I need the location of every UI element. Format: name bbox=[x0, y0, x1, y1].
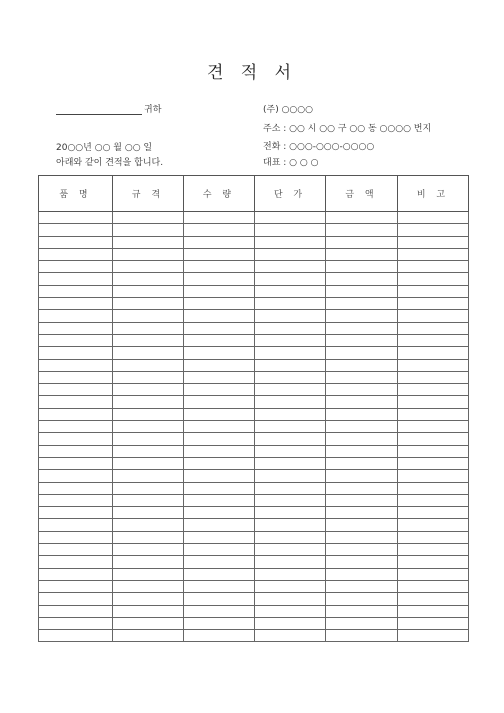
table-cell[interactable] bbox=[326, 605, 398, 617]
table-cell[interactable] bbox=[398, 285, 469, 297]
table-cell[interactable] bbox=[326, 347, 398, 359]
table-cell[interactable] bbox=[326, 457, 398, 469]
table-row bbox=[39, 334, 469, 346]
table-cell[interactable] bbox=[184, 212, 255, 224]
table-cell[interactable] bbox=[255, 371, 326, 383]
table-cell[interactable] bbox=[255, 494, 326, 506]
table-cell[interactable] bbox=[184, 384, 255, 396]
header-amount: 금 액 bbox=[326, 176, 398, 212]
table-row bbox=[39, 580, 469, 592]
table-cell[interactable] bbox=[39, 224, 113, 236]
table-row bbox=[39, 519, 469, 531]
table-cell[interactable] bbox=[398, 507, 469, 519]
table-cell[interactable] bbox=[255, 433, 326, 445]
table-cell[interactable] bbox=[184, 421, 255, 433]
table-cell[interactable] bbox=[113, 396, 184, 408]
table-cell[interactable] bbox=[255, 605, 326, 617]
table-cell[interactable] bbox=[184, 273, 255, 285]
table-cell[interactable] bbox=[113, 310, 184, 322]
table-cell[interactable] bbox=[184, 445, 255, 457]
table-cell[interactable] bbox=[184, 334, 255, 346]
table-header-row bbox=[39, 176, 469, 212]
table-cell[interactable] bbox=[326, 421, 398, 433]
table-cell[interactable] bbox=[113, 531, 184, 543]
table-row bbox=[39, 224, 469, 236]
table-cell[interactable] bbox=[113, 519, 184, 531]
table-cell[interactable] bbox=[113, 371, 184, 383]
table-row bbox=[39, 285, 469, 297]
table-cell[interactable] bbox=[184, 580, 255, 592]
table-row bbox=[39, 359, 469, 371]
table-cell[interactable] bbox=[326, 531, 398, 543]
table-cell[interactable] bbox=[326, 445, 398, 457]
table-cell[interactable] bbox=[326, 236, 398, 248]
table-cell[interactable] bbox=[184, 544, 255, 556]
table-cell[interactable] bbox=[326, 212, 398, 224]
table-cell[interactable] bbox=[398, 359, 469, 371]
table-cell[interactable] bbox=[184, 433, 255, 445]
table-row bbox=[39, 310, 469, 322]
table-cell[interactable] bbox=[113, 322, 184, 334]
table-cell[interactable] bbox=[255, 457, 326, 469]
table-cell[interactable] bbox=[398, 298, 469, 310]
table-cell[interactable] bbox=[255, 507, 326, 519]
table-cell[interactable] bbox=[398, 519, 469, 531]
table-cell[interactable] bbox=[113, 421, 184, 433]
company-name: (주) ○○○○ bbox=[263, 105, 313, 115]
table-cell[interactable] bbox=[39, 445, 113, 457]
table-cell[interactable] bbox=[255, 334, 326, 346]
table-cell[interactable] bbox=[184, 457, 255, 469]
table-cell[interactable] bbox=[113, 470, 184, 482]
table-cell[interactable] bbox=[255, 593, 326, 605]
table-cell[interactable] bbox=[184, 605, 255, 617]
table-cell[interactable] bbox=[39, 396, 113, 408]
table-cell[interactable] bbox=[184, 261, 255, 273]
table-cell[interactable] bbox=[113, 457, 184, 469]
recipient-name-blank[interactable] bbox=[56, 104, 142, 115]
table-cell[interactable] bbox=[113, 433, 184, 445]
table-row bbox=[39, 531, 469, 543]
table-cell[interactable] bbox=[255, 445, 326, 457]
table-cell[interactable] bbox=[39, 593, 113, 605]
table-cell[interactable] bbox=[398, 334, 469, 346]
table-cell[interactable] bbox=[255, 248, 326, 260]
table-cell[interactable] bbox=[255, 421, 326, 433]
table-cell[interactable] bbox=[255, 568, 326, 580]
table-cell[interactable] bbox=[255, 236, 326, 248]
table-cell[interactable] bbox=[39, 568, 113, 580]
table-row bbox=[39, 470, 469, 482]
header-quantity: 수 량 bbox=[184, 176, 255, 212]
recipient-block bbox=[56, 102, 164, 168]
document-title: 견 적 서 bbox=[206, 63, 298, 83]
table-cell[interactable] bbox=[39, 470, 113, 482]
table-cell[interactable] bbox=[398, 310, 469, 322]
table-cell[interactable] bbox=[184, 494, 255, 506]
table-cell[interactable] bbox=[184, 396, 255, 408]
table-cell[interactable] bbox=[184, 285, 255, 297]
table-row bbox=[39, 236, 469, 248]
table-cell[interactable] bbox=[113, 605, 184, 617]
table-cell[interactable] bbox=[326, 568, 398, 580]
table-cell[interactable] bbox=[398, 580, 469, 592]
table-cell[interactable] bbox=[326, 494, 398, 506]
table-cell[interactable] bbox=[326, 580, 398, 592]
table-cell[interactable] bbox=[113, 494, 184, 506]
recipient-suffix: 귀하 bbox=[144, 105, 162, 115]
table-cell[interactable] bbox=[255, 544, 326, 556]
table-row bbox=[39, 322, 469, 334]
table-cell[interactable] bbox=[398, 224, 469, 236]
table-cell[interactable] bbox=[39, 433, 113, 445]
table-cell[interactable] bbox=[113, 261, 184, 273]
table-cell[interactable] bbox=[39, 605, 113, 617]
table-cell[interactable] bbox=[255, 531, 326, 543]
table-cell[interactable] bbox=[113, 273, 184, 285]
table-cell[interactable] bbox=[326, 482, 398, 494]
table-cell[interactable] bbox=[398, 236, 469, 248]
table-row bbox=[39, 556, 469, 568]
table-cell[interactable] bbox=[326, 408, 398, 420]
table-row bbox=[39, 212, 469, 224]
table-cell[interactable] bbox=[39, 457, 113, 469]
table-cell[interactable] bbox=[398, 421, 469, 433]
table-cell[interactable] bbox=[39, 556, 113, 568]
table-cell[interactable] bbox=[113, 445, 184, 457]
table-cell[interactable] bbox=[255, 212, 326, 224]
table-cell[interactable] bbox=[39, 248, 113, 260]
table-cell[interactable] bbox=[326, 396, 398, 408]
table-cell[interactable] bbox=[398, 347, 469, 359]
quotation-table-wrapper bbox=[38, 175, 468, 642]
table-cell[interactable] bbox=[326, 433, 398, 445]
table-row bbox=[39, 298, 469, 310]
table-cell[interactable] bbox=[326, 617, 398, 629]
recipient-row bbox=[56, 102, 161, 116]
table-cell[interactable] bbox=[39, 617, 113, 629]
table-cell[interactable] bbox=[39, 261, 113, 273]
table-cell[interactable] bbox=[184, 556, 255, 568]
table-cell[interactable] bbox=[39, 494, 113, 506]
table-cell[interactable] bbox=[326, 556, 398, 568]
table-cell[interactable] bbox=[39, 273, 113, 285]
table-row bbox=[39, 396, 469, 408]
table-cell[interactable] bbox=[113, 298, 184, 310]
table-row bbox=[39, 421, 469, 433]
table-row bbox=[39, 384, 469, 396]
table-cell[interactable] bbox=[184, 519, 255, 531]
table-row bbox=[39, 630, 469, 642]
header-spec: 규 격 bbox=[113, 176, 184, 212]
table-row bbox=[39, 544, 469, 556]
table-cell[interactable] bbox=[326, 544, 398, 556]
table-cell[interactable] bbox=[113, 568, 184, 580]
table-cell[interactable] bbox=[326, 384, 398, 396]
table-cell[interactable] bbox=[398, 544, 469, 556]
table-cell[interactable] bbox=[39, 334, 113, 346]
date-line: 20○○년 ○○ 월 ○○ 일 bbox=[56, 143, 153, 153]
table-cell[interactable] bbox=[255, 617, 326, 629]
table-cell[interactable] bbox=[398, 482, 469, 494]
table-cell[interactable] bbox=[39, 421, 113, 433]
table-cell[interactable] bbox=[255, 261, 326, 273]
table-cell[interactable] bbox=[184, 531, 255, 543]
table-row bbox=[39, 617, 469, 629]
table-cell[interactable] bbox=[39, 630, 113, 642]
table-cell[interactable] bbox=[255, 359, 326, 371]
table-cell[interactable] bbox=[39, 359, 113, 371]
table-cell[interactable] bbox=[398, 494, 469, 506]
table-cell[interactable] bbox=[184, 617, 255, 629]
table-cell[interactable] bbox=[184, 371, 255, 383]
table-cell[interactable] bbox=[184, 248, 255, 260]
table-cell[interactable] bbox=[39, 236, 113, 248]
table-cell[interactable] bbox=[326, 470, 398, 482]
table-cell[interactable] bbox=[398, 617, 469, 629]
table-cell[interactable] bbox=[184, 630, 255, 642]
table-cell[interactable] bbox=[398, 322, 469, 334]
table-row bbox=[39, 433, 469, 445]
table-cell[interactable] bbox=[326, 248, 398, 260]
table-cell[interactable] bbox=[255, 396, 326, 408]
table-cell[interactable] bbox=[184, 470, 255, 482]
table-cell[interactable] bbox=[113, 224, 184, 236]
table-cell[interactable] bbox=[113, 580, 184, 592]
table-row bbox=[39, 273, 469, 285]
table-cell[interactable] bbox=[398, 396, 469, 408]
table-cell[interactable] bbox=[398, 457, 469, 469]
table-cell[interactable] bbox=[398, 248, 469, 260]
table-cell[interactable] bbox=[184, 224, 255, 236]
table-cell[interactable] bbox=[39, 531, 113, 543]
table-cell[interactable] bbox=[255, 556, 326, 568]
table-cell[interactable] bbox=[113, 630, 184, 642]
table-cell[interactable] bbox=[255, 322, 326, 334]
table-cell[interactable] bbox=[113, 507, 184, 519]
greeting-text: 아래와 같이 견적을 합니다. bbox=[56, 158, 164, 168]
table-cell[interactable] bbox=[398, 433, 469, 445]
table-cell[interactable] bbox=[113, 556, 184, 568]
table-cell[interactable] bbox=[255, 580, 326, 592]
table-cell[interactable] bbox=[398, 556, 469, 568]
table-cell[interactable] bbox=[398, 445, 469, 457]
table-cell[interactable] bbox=[326, 371, 398, 383]
table-row bbox=[39, 568, 469, 580]
table-cell[interactable] bbox=[113, 482, 184, 494]
table-cell[interactable] bbox=[398, 212, 469, 224]
table-cell[interactable] bbox=[326, 359, 398, 371]
table-cell[interactable] bbox=[326, 593, 398, 605]
table-row bbox=[39, 408, 469, 420]
table-cell[interactable] bbox=[184, 507, 255, 519]
table-cell[interactable] bbox=[39, 212, 113, 224]
table-cell[interactable] bbox=[255, 310, 326, 322]
table-cell[interactable] bbox=[39, 384, 113, 396]
table-row bbox=[39, 445, 469, 457]
table-cell[interactable] bbox=[326, 285, 398, 297]
table-row bbox=[39, 593, 469, 605]
table-cell[interactable] bbox=[39, 371, 113, 383]
table-cell[interactable] bbox=[39, 298, 113, 310]
table-cell[interactable] bbox=[113, 334, 184, 346]
table-cell[interactable] bbox=[39, 285, 113, 297]
table-cell[interactable] bbox=[255, 630, 326, 642]
table-cell[interactable] bbox=[326, 224, 398, 236]
table-cell[interactable] bbox=[113, 408, 184, 420]
table-cell[interactable] bbox=[398, 593, 469, 605]
table-cell[interactable] bbox=[398, 371, 469, 383]
table-cell[interactable] bbox=[39, 310, 113, 322]
table-cell[interactable] bbox=[39, 580, 113, 592]
table-cell[interactable] bbox=[113, 236, 184, 248]
table-row bbox=[39, 261, 469, 273]
table-cell[interactable] bbox=[255, 482, 326, 494]
table-cell[interactable] bbox=[255, 384, 326, 396]
table-cell[interactable] bbox=[255, 224, 326, 236]
table-cell[interactable] bbox=[184, 298, 255, 310]
header-item-name: 품 명 bbox=[39, 176, 113, 212]
table-cell[interactable] bbox=[113, 617, 184, 629]
table-cell[interactable] bbox=[398, 470, 469, 482]
table-cell[interactable] bbox=[113, 248, 184, 260]
table-cell[interactable] bbox=[39, 519, 113, 531]
table-cell[interactable] bbox=[398, 630, 469, 642]
table-cell[interactable] bbox=[39, 482, 113, 494]
table-cell[interactable] bbox=[326, 507, 398, 519]
table-cell[interactable] bbox=[39, 408, 113, 420]
table-cell[interactable] bbox=[39, 507, 113, 519]
table-cell[interactable] bbox=[398, 531, 469, 543]
table-cell[interactable] bbox=[113, 359, 184, 371]
table-row bbox=[39, 494, 469, 506]
table-cell[interactable] bbox=[326, 310, 398, 322]
table-cell[interactable] bbox=[326, 334, 398, 346]
table-cell[interactable] bbox=[255, 519, 326, 531]
table-row bbox=[39, 507, 469, 519]
company-address: 주소 : ○○ 시 ○○ 구 ○○ 동 ○○○○ 번지 bbox=[263, 124, 432, 134]
table-cell[interactable] bbox=[113, 544, 184, 556]
table-cell[interactable] bbox=[398, 273, 469, 285]
company-representative: 대표 : ○ ○ ○ bbox=[263, 158, 319, 168]
table-cell[interactable] bbox=[39, 322, 113, 334]
header-remarks: 비 고 bbox=[398, 176, 469, 212]
table-cell[interactable] bbox=[113, 285, 184, 297]
table-row bbox=[39, 371, 469, 383]
company-phone: 전화 : ○○○-○○○-○○○○ bbox=[263, 142, 375, 152]
table-cell[interactable] bbox=[184, 322, 255, 334]
table-cell[interactable] bbox=[326, 273, 398, 285]
table-cell[interactable] bbox=[255, 408, 326, 420]
table-cell[interactable] bbox=[184, 359, 255, 371]
table-cell[interactable] bbox=[184, 482, 255, 494]
table-cell[interactable] bbox=[113, 593, 184, 605]
table-cell[interactable] bbox=[255, 347, 326, 359]
table-cell[interactable] bbox=[184, 236, 255, 248]
table-body bbox=[39, 212, 469, 642]
quotation-table bbox=[38, 175, 469, 642]
table-cell[interactable] bbox=[39, 347, 113, 359]
table-cell[interactable] bbox=[398, 384, 469, 396]
table-cell[interactable] bbox=[113, 347, 184, 359]
table-cell[interactable] bbox=[326, 630, 398, 642]
table-cell[interactable] bbox=[326, 261, 398, 273]
table-cell[interactable] bbox=[184, 347, 255, 359]
table-cell[interactable] bbox=[113, 384, 184, 396]
table-cell[interactable] bbox=[39, 544, 113, 556]
header-unit-price: 단 가 bbox=[255, 176, 326, 212]
table-row bbox=[39, 347, 469, 359]
table-cell[interactable] bbox=[398, 261, 469, 273]
table-cell[interactable] bbox=[398, 605, 469, 617]
table-cell[interactable] bbox=[255, 273, 326, 285]
table-cell[interactable] bbox=[184, 568, 255, 580]
table-cell[interactable] bbox=[398, 408, 469, 420]
table-cell[interactable] bbox=[184, 593, 255, 605]
table-cell[interactable] bbox=[326, 322, 398, 334]
table-cell[interactable] bbox=[113, 212, 184, 224]
table-row bbox=[39, 482, 469, 494]
table-cell[interactable] bbox=[184, 310, 255, 322]
table-row bbox=[39, 605, 469, 617]
table-cell[interactable] bbox=[255, 298, 326, 310]
table-cell[interactable] bbox=[255, 285, 326, 297]
table-cell[interactable] bbox=[255, 470, 326, 482]
table-cell[interactable] bbox=[326, 298, 398, 310]
table-cell[interactable] bbox=[398, 568, 469, 580]
table-row bbox=[39, 457, 469, 469]
table-cell[interactable] bbox=[326, 519, 398, 531]
table-cell[interactable] bbox=[184, 408, 255, 420]
table-row bbox=[39, 248, 469, 260]
